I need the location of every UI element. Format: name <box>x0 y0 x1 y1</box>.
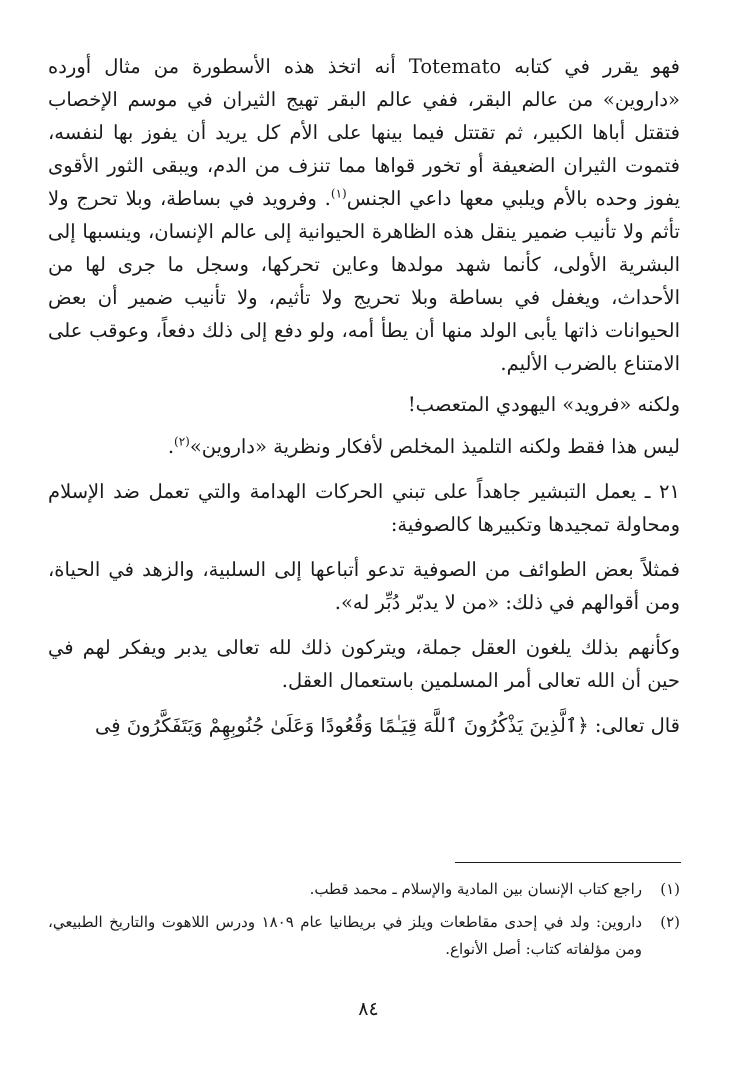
page-number: ٨٤ <box>358 998 379 1020</box>
footnote-ref-1: (١) <box>330 186 347 201</box>
paragraph-quran-verse: قال تعالى: ﴿ٱلَّذِينَ يَذْكُرُونَ ٱللَّهَ قِيَـٰمًا وَقُعُودًا وَعَلَىٰ جُنُوبِهِمْ وَيَتَفَكَّرُونَ فِى <box>94 714 680 737</box>
footnote-divider <box>455 862 681 863</box>
paragraph-point-21: ٢١ ـ يعمل التبشير جاهداً على تبني الحركات الهدامة والتي تعمل ضد الإسلام ومحاولة تمجيدها وتكبيرها كالصوفية: <box>48 480 680 536</box>
paragraph-freud-totem: فهو يقرر في كتابه Totemato أنه اتخذ هذه الأسطورة من مثال أورده «داروين» من عالم البقر، ففي عالم البقر تهيج الثيران في موسم الإخصاب فتقتل أباها الكبير، ثم تقتتل فيما بينها على الأم كل يريد أن يفوز بها لنفسه، فتموت الثيران الضعيفة أو تخور قواها مما تنزف من الدم، ويبقى الثور الأقوى يفوز وحده بالأم ويلبي معها داعي الجنس$^{(١)}$. وفرويد في بساطة، وبلا تحرج ولا تأثم ولا تأنيب ضمير ينقل هذه الظاهرة الحيوانية إلى عالم الإنسان، وينسبها إلى البشرية الأولى، كأنما شهد مولدها وعاين تحركها، وسجل ما جرى لها من الأحداث، ويغفل في بساطة وبلا تحريج ولا تأثيم، ولا تأنيب ضمير أن بعض الحيوانات ذاتها يأبى الولد منها أن يطأ أمه، ولو دفع إلى ذلك دفعاً، وعوقب على الامتناع بالضرب الأليم. <box>48 55 681 375</box>
footnote-ref-2: (٢) <box>174 434 190 449</box>
footnote-text: راجع كتاب الإنسان بين المادية والإسلام ـ محمد قطب. <box>309 880 642 898</box>
footnote-number: (١) <box>660 880 680 898</box>
paragraph-freud-fanatic: ولكنه «فرويد» اليهودي المتعصب! <box>407 393 680 416</box>
main-text <box>48 50 680 754</box>
footnote-number: (٢) <box>660 913 680 931</box>
paragraph-sufi-example: فمثلاً بعض الطوائف من الصوفية تدعو أتباعها إلى السلبية، والزهد في الحياة، ومن أقوالهم في ذلك: «من لا يدبّر دُبِّر له». <box>48 558 680 614</box>
footnote-2 <box>48 909 680 963</box>
paragraph-reason: وكأنهم بذلك يلغون العقل جملة، ويتركون ذلك لله تعالى يدبر ويفكر لهم في حين أن الله تعالى أمر المسلمين باستعمال العقل. <box>48 636 680 692</box>
footnote-text: داروين: ولد في إحدى مقاطعات ويلز في بريطانيا عام ١٨٠٩ ودرس اللاهوت والتاريخ الطبيعي، ومن مؤلفاته كتاب: أصل الأنواع. <box>48 913 643 958</box>
paragraph-darwin-disciple: ليس هذا فقط ولكنه التلميذ المخلص لأفكار ونظرية «داروين»$^{(٢)}$. <box>167 434 680 458</box>
footnote-1 <box>48 876 680 903</box>
footnotes <box>48 876 680 969</box>
